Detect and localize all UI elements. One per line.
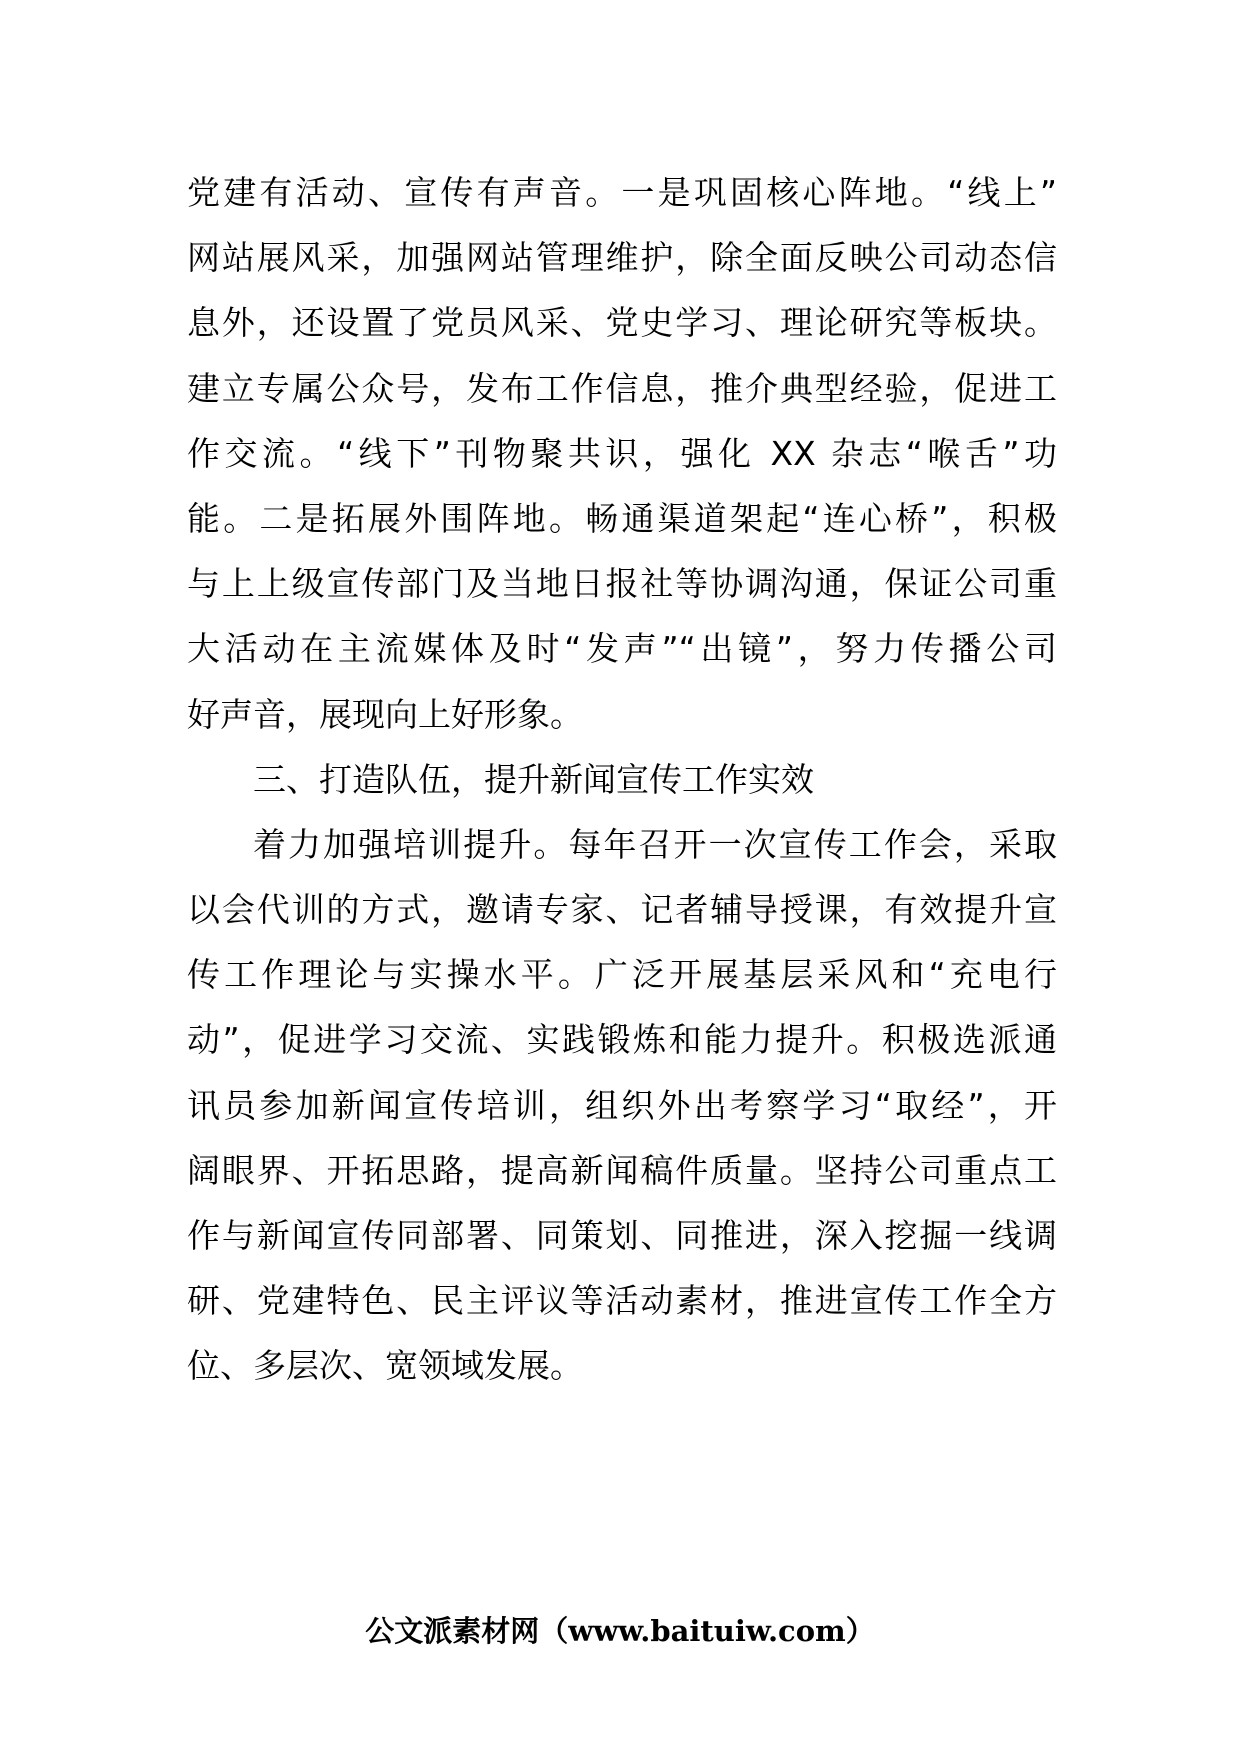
text-line: 着力加强培训提升。每年召开一次宣传工作会，采取 [253, 824, 1057, 864]
text-line: 讯员参加新闻宣传培训，组织外出考察学习“取经”，开 [187, 1085, 1057, 1125]
text-line: 位、多层次、宽领域发展。 [187, 1346, 583, 1386]
section-heading: 三、打造队伍，提升新闻宣传工作实效 [253, 759, 814, 799]
text-line: 与上上级宣传部门及当地日报社等协调沟通，保证公司重 [187, 564, 1057, 604]
text-line: 研、党建特色、民主评议等活动素材，推进宣传工作全方 [187, 1281, 1057, 1321]
text-line: 党建有活动、宣传有声音。一是巩固核心阵地。“线上” [187, 173, 1057, 212]
text-line: 阔眼界、开拓思路，提高新闻稿件质量。坚持公司重点工 [187, 1150, 1057, 1190]
text-line: 网站展风采，加强网站管理维护，除全面反映公司动态信 [187, 238, 1057, 278]
text-line: 能。二是拓展外围阵地。畅通渠道架起“连心桥”，积极 [187, 498, 1057, 538]
text-line: 大活动在主流媒体及时“发声”“出镜”，努力传播公司 [187, 629, 1057, 669]
text-line: 息外，还设置了党员风采、党史学习、理论研究等板块。 [187, 303, 1057, 343]
body-text [187, 160, 1057, 1399]
text-line: 建立专属公众号，发布工作信息，推介典型经验，促进工 [187, 368, 1057, 408]
text-line: 作交流。“线下”刊物聚共识，强化 XX 杂志“喉舌”功 [187, 433, 1057, 473]
text-line: 好声音，展现向上好形象。 [187, 694, 583, 734]
text-line: 动”，促进学习交流、实践锻炼和能力提升。积极选派通 [187, 1020, 1057, 1060]
text-line: 作与新闻宣传同部署、同策划、同推进，深入挖掘一线调 [187, 1216, 1057, 1255]
text-line: 传工作理论与实操水平。广泛开展基层采风和“充电行 [187, 955, 1057, 995]
page-footer: 公文派素材网（www.baituiw.com） [365, 1614, 875, 1648]
text-line: 以会代训的方式，邀请专家、记者辅导授课，有效提升宣 [187, 890, 1057, 930]
